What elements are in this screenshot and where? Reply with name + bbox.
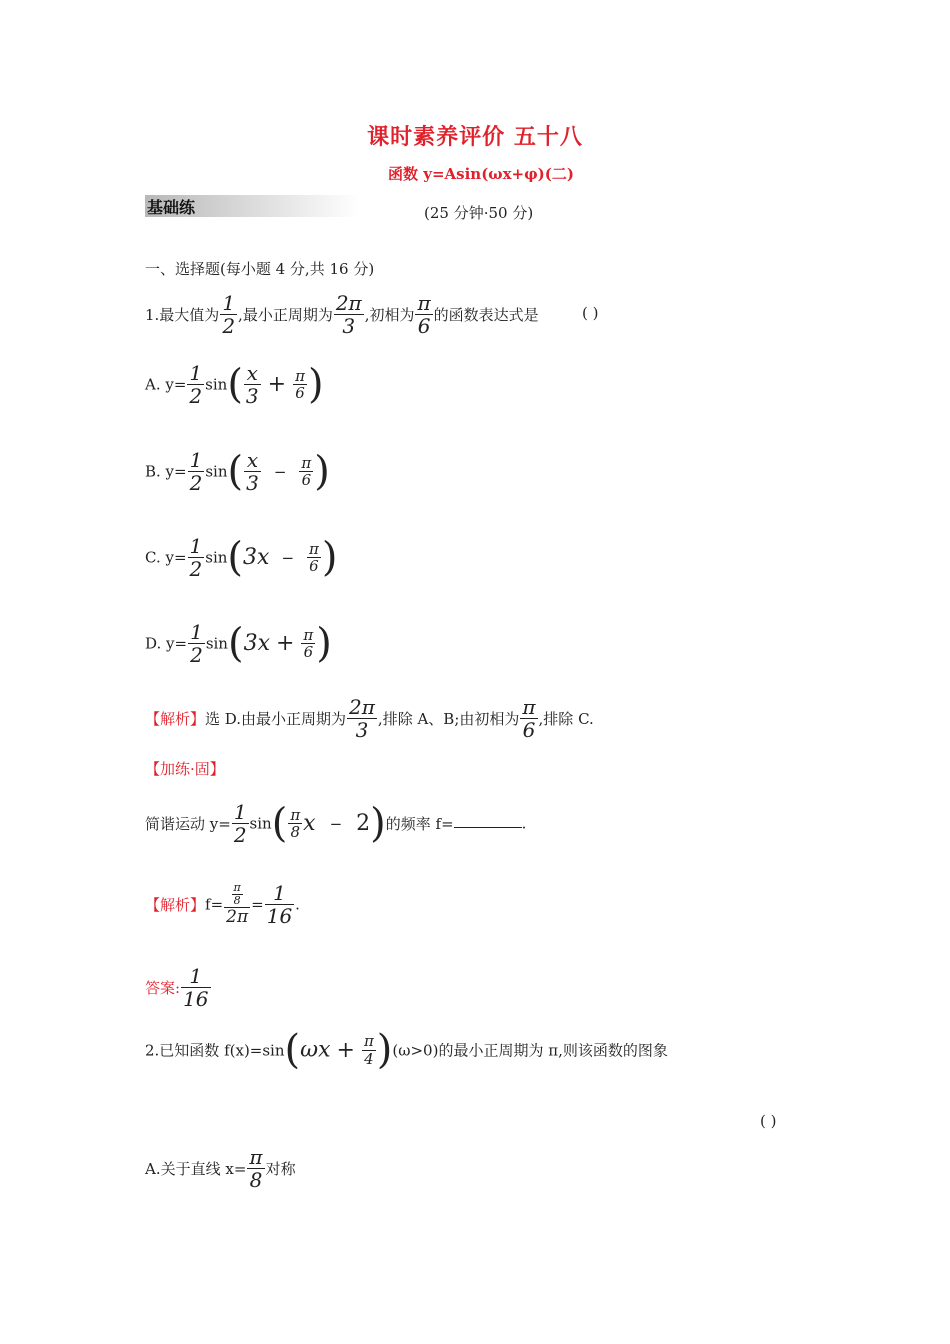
answer-bracket: ( )	[582, 304, 599, 322]
part-heading: 一、选择题(每小题 4 分,共 16 分)	[145, 260, 375, 278]
option-a[interactable]: A. y= $\frac{1}{2}$ sin( $\frac{x}{3}$ + $\frac{\pi}{6}$ )	[145, 361, 324, 408]
option-d[interactable]: D. y= $\frac{1}{2}$ sin(3x + $\frac{\pi}{6}$ )	[145, 620, 332, 667]
section-banner	[145, 195, 360, 217]
answer-bracket: ( )	[760, 1112, 777, 1130]
page-subtitle: 函数 y=Asin(ωx+φ)(二)	[388, 165, 574, 183]
section-label: 基础练	[147, 198, 196, 217]
option-b[interactable]: B. y= $\frac{1}{2}$ sin( $\frac{x}{3}$ − $\frac{\pi}{6}$ )	[145, 448, 330, 495]
q1-analysis: 【解析】选 D.由最小正周期为 $\frac{2\pi}{3}$ ,排除 A、B;由初相为 $\frac{\pi}{6}$ ,排除 C.	[145, 695, 594, 742]
fraction: $\frac{\pi}{6}$	[417, 291, 431, 338]
question-1: 1.最大值为 $\frac{1}{2}$ ,最小正周期为 $\frac{2\pi}{3}$ ,初相为 $\frac{\pi}{6}$ 的函数表达式是	[145, 291, 539, 338]
fraction: $\frac{2\pi}{3}$	[335, 291, 362, 338]
extra-question: 简谐运动 y= $\frac{1}{2}$ sin( $\frac{\pi}{8}$ x − 2)的频率 f= .	[145, 800, 527, 847]
answer-blank[interactable]	[454, 827, 522, 828]
q2-option-a[interactable]: A.关于直线 x= $\frac{\pi}{8}$ 对称	[145, 1145, 296, 1192]
page-title: 课时素养评价 五十八	[367, 124, 583, 150]
extra-answer: 答案: $\frac{1}{16}$	[145, 964, 209, 1011]
extra-tag: 【加练·固】	[145, 760, 225, 778]
option-c[interactable]: C. y= $\frac{1}{2}$ sin(3x − $\frac{\pi}{6}$ )	[145, 534, 338, 581]
question-2: 2.已知函数 f(x)=sin(ωx + $\frac{\pi}{4}$ )(ω>0)的最小正周期为 π,则该函数的图象	[145, 1027, 668, 1073]
time-score: (25 分钟·50 分)	[424, 204, 534, 222]
extra-analysis: 【解析】f= $\frac{\frac{\pi}{8}}{2\pi}$ = $\frac{1}{16}$ .	[145, 881, 300, 928]
fraction: $\frac{1}{2}$	[222, 291, 236, 338]
